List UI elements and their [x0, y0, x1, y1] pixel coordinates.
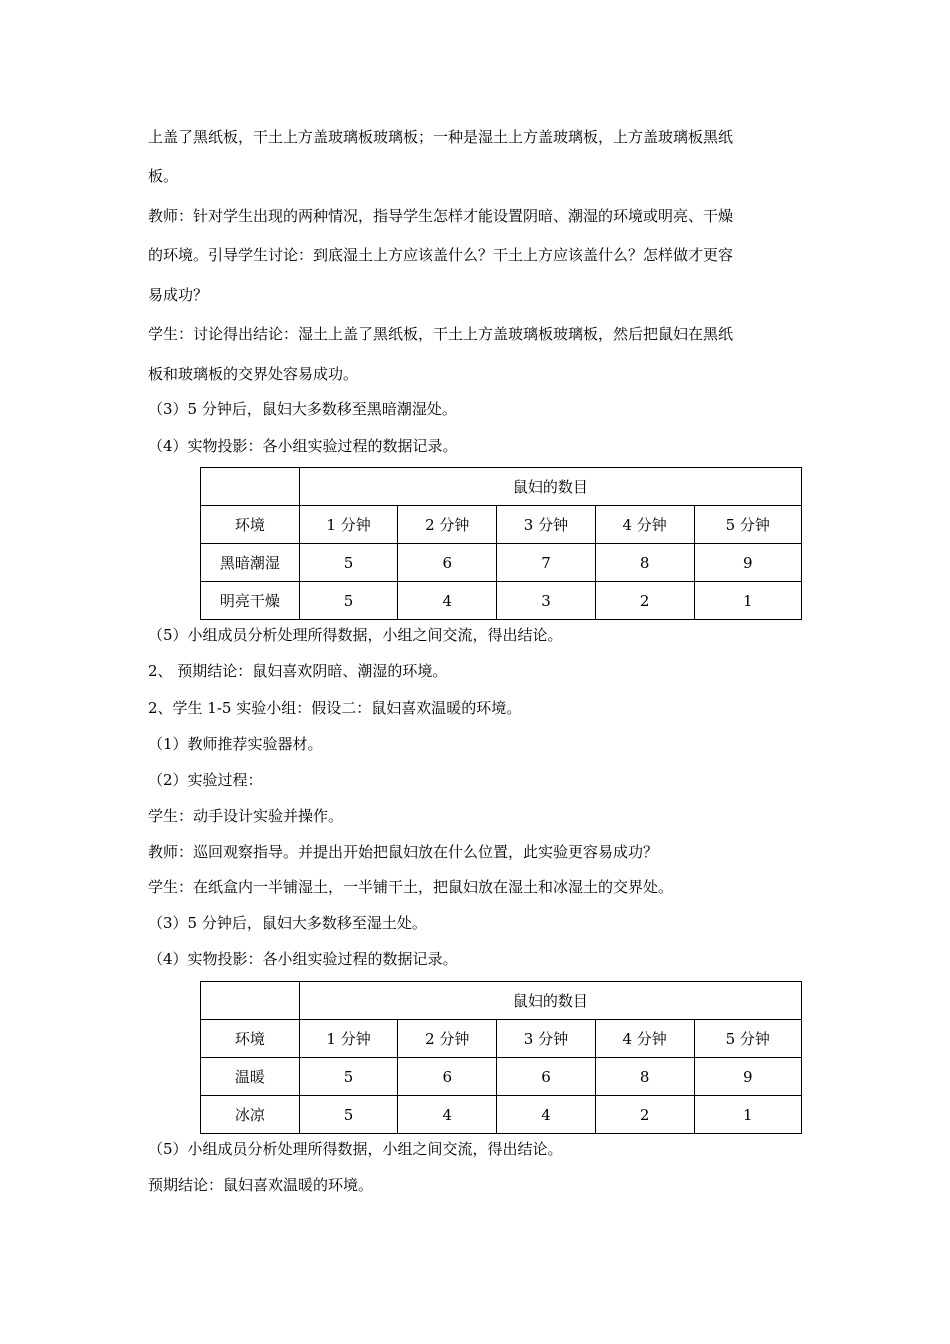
- paragraph-line: （2）实验过程：: [148, 771, 263, 789]
- paragraph-line: 预期结论：鼠妇喜欢温暖的环境。: [148, 1176, 374, 1194]
- paragraph-line: 2、 预期结论：鼠妇喜欢阴暗、潮湿的环境。: [148, 662, 448, 680]
- paragraph-line: 教师：巡回观察指导。并提出开始把鼠妇放在什么位置，此实验更容易成功？: [148, 843, 659, 861]
- paragraph-line: （4）实物投影：各小组实验过程的数据记录。: [148, 437, 458, 455]
- paragraph-line: 易成功？: [148, 286, 209, 304]
- value-cell: 8: [595, 544, 694, 582]
- time-header-cell: 4 分钟: [595, 1020, 694, 1058]
- paragraph-line: （5）小组成员分析处理所得数据，小组之间交流，得出结论。: [148, 1140, 563, 1158]
- env-cell: 明亮干燥: [201, 582, 300, 620]
- paragraph-line: 教师：针对学生出现的两种情况，指导学生怎样才能设置阴暗、潮湿的环境或明亮、干燥: [148, 207, 734, 225]
- paragraph-line: 的环境。引导学生讨论：到底湿土上方应该盖什么？干土上方应该盖什么？怎样做才更容: [148, 246, 734, 264]
- table-time-row: [201, 506, 802, 544]
- time-header-cell: 2 分钟: [398, 506, 497, 544]
- value-cell: 6: [398, 544, 497, 582]
- data-table-2: [200, 981, 802, 1134]
- value-cell: 4: [398, 582, 497, 620]
- group-header-cell: 鼠妇的数目: [299, 468, 801, 506]
- paragraph-line: 板和玻璃板的交界处容易成功。: [148, 365, 359, 383]
- value-cell: 1: [694, 582, 801, 620]
- table-row: [201, 1096, 802, 1134]
- value-cell: 5: [299, 582, 398, 620]
- paragraph-line: （5）小组成员分析处理所得数据，小组之间交流，得出结论。: [148, 626, 563, 644]
- value-cell: 5: [299, 1096, 398, 1134]
- env-cell: 温暖: [201, 1058, 300, 1096]
- empty-corner-cell: [201, 982, 300, 1020]
- data-table-1: [200, 467, 802, 620]
- paragraph-line: （3）5 分钟后，鼠妇大多数移至黑暗潮湿处。: [148, 400, 457, 418]
- paragraph-line: （1）教师推荐实验器材。: [148, 735, 323, 753]
- value-cell: 7: [497, 544, 596, 582]
- empty-corner-cell: [201, 468, 300, 506]
- paragraph-line: （4）实物投影：各小组实验过程的数据记录。: [148, 950, 458, 968]
- paragraph-line: （3）5 分钟后，鼠妇大多数移至湿土处。: [148, 914, 427, 932]
- env-cell: 冰凉: [201, 1096, 300, 1134]
- time-header-cell: 5 分钟: [694, 506, 801, 544]
- group-header-cell: 鼠妇的数目: [299, 982, 801, 1020]
- time-header-cell: 3 分钟: [497, 506, 596, 544]
- value-cell: 5: [299, 544, 398, 582]
- table-row: [201, 1058, 802, 1096]
- env-cell: 黑暗潮湿: [201, 544, 300, 582]
- value-cell: 1: [694, 1096, 801, 1134]
- paragraph-line: 学生：动手设计实验并操作。: [148, 807, 344, 825]
- value-cell: 3: [497, 582, 596, 620]
- table-row: [201, 544, 802, 582]
- value-cell: 2: [595, 582, 694, 620]
- paragraph-line: 学生：讨论得出结论：湿土上盖了黑纸板，干土上方盖玻璃板玻璃板，然后把鼠妇在黑纸: [148, 325, 734, 343]
- paragraph-line: 学生：在纸盒内一半铺湿土，一半铺干土，把鼠妇放在湿土和冰湿土的交界处。: [148, 878, 674, 896]
- table-time-row: [201, 1020, 802, 1058]
- paragraph-line: 上盖了黑纸板，干土上方盖玻璃板玻璃板；一种是湿土上方盖玻璃板，上方盖玻璃板黑纸: [148, 128, 734, 146]
- table-header-row: [201, 468, 802, 506]
- value-cell: 6: [497, 1058, 596, 1096]
- value-cell: 6: [398, 1058, 497, 1096]
- time-header-cell: 4 分钟: [595, 506, 694, 544]
- paragraph-line: 2、学生 1-5 实验小组：假设二：鼠妇喜欢温暖的环境。: [148, 699, 522, 717]
- time-header-cell: 1 分钟: [299, 1020, 398, 1058]
- value-cell: 2: [595, 1096, 694, 1134]
- time-header-cell: 1 分钟: [299, 506, 398, 544]
- value-cell: 4: [497, 1096, 596, 1134]
- value-cell: 9: [694, 544, 801, 582]
- paragraph-line: 板。: [148, 167, 179, 185]
- value-cell: 8: [595, 1058, 694, 1096]
- value-cell: 5: [299, 1058, 398, 1096]
- value-cell: 9: [694, 1058, 801, 1096]
- table-header-row: [201, 982, 802, 1020]
- table-row: [201, 582, 802, 620]
- time-header-cell: 3 分钟: [497, 1020, 596, 1058]
- value-cell: 4: [398, 1096, 497, 1134]
- time-header-cell: 5 分钟: [694, 1020, 801, 1058]
- env-header-cell: 环境: [201, 1020, 300, 1058]
- time-header-cell: 2 分钟: [398, 1020, 497, 1058]
- env-header-cell: 环境: [201, 506, 300, 544]
